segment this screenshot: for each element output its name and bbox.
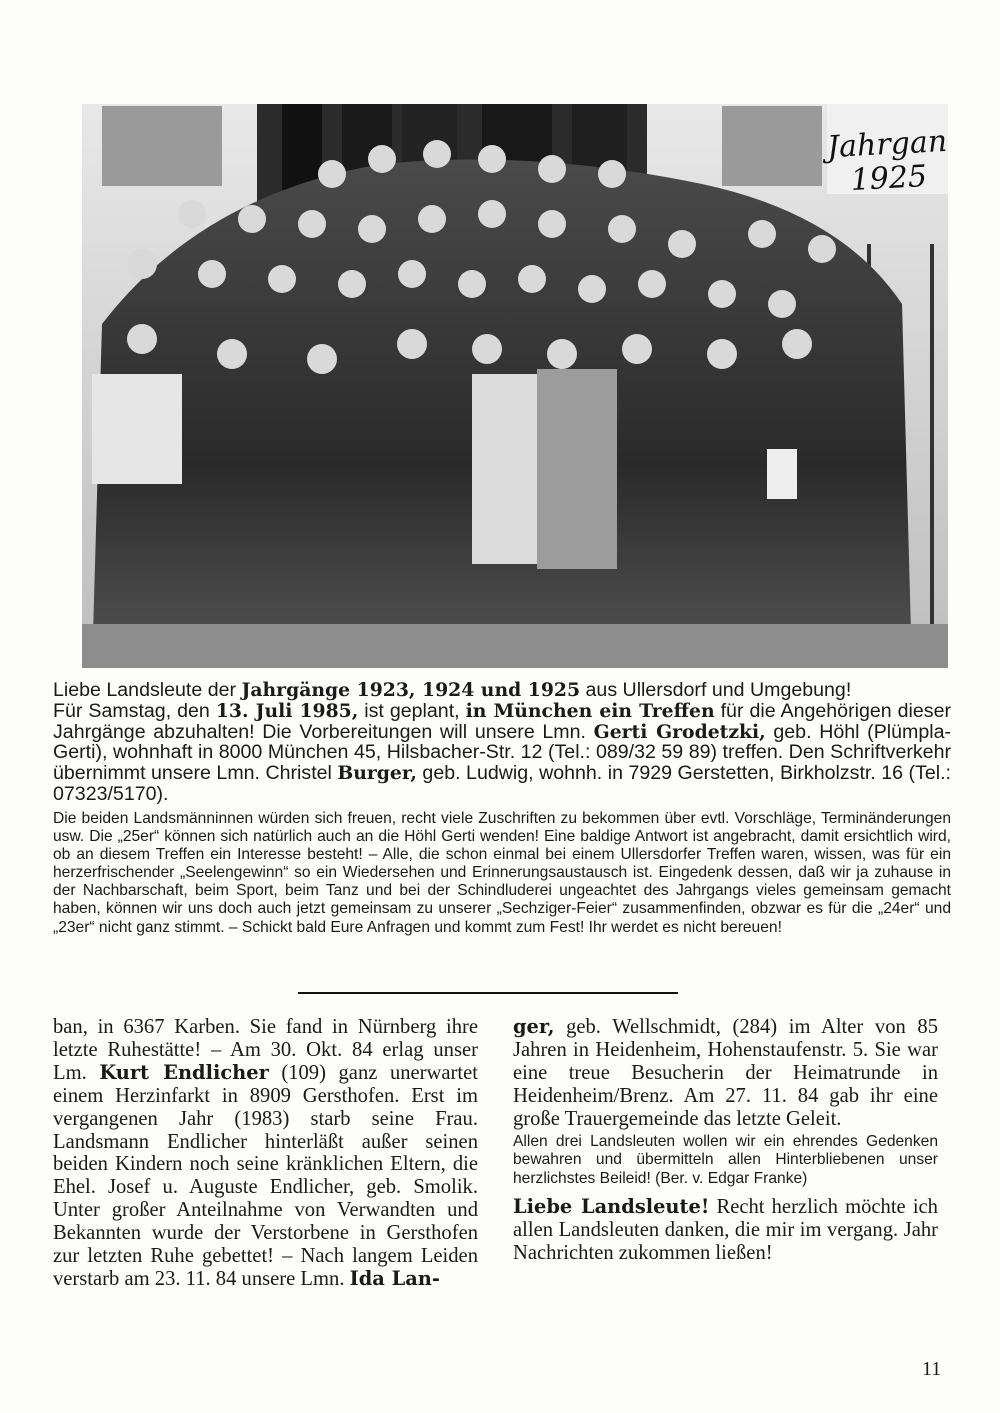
group-photo xyxy=(82,104,948,668)
intro-text: für die Angehörigen dieser Jahrgänge abzuhalten! Die Vorbereitungen will unsere Lmn. xyxy=(53,699,951,743)
handwriting-line-2: 1925 xyxy=(849,159,928,198)
intro-bold-years: Jahrgänge 1923, 1924 und 1925 xyxy=(241,679,581,701)
intro-text: geb. Höhl (Plümpla-Gerti), wohnhaft in 8000 München 45, Hilsbacher-Str. 12 (Tel.: 089/32 59 89) treffen. Den Schriftverkehr übernimmt unsere Lmn. Christel xyxy=(53,720,952,785)
col-bold-name: ger, xyxy=(513,1015,555,1038)
section-divider xyxy=(298,992,678,994)
intro-line-1 xyxy=(53,680,951,701)
right-column xyxy=(513,1016,938,1265)
group-photo-image xyxy=(82,104,948,668)
photo-handwriting xyxy=(826,125,948,199)
intro-text: ist geplant, xyxy=(358,699,466,722)
col-text: geb. Wellschmidt, (284) im Alter von 85 Jahren in Heidenheim, Hohenstaufenstr. 5. Sie war eine treue Besucherin der Heimatrunde in Heidenheim/Brenz. Am 27. 11. 84 gab ihr eine große Trauergemeinde das letzte Geleit. xyxy=(513,1016,938,1130)
col-text: ban, in 6367 Karben. Sie fand in Nürnberg ihre letzte Ruhestätte! – Am 30. Okt. 84 erlag unser Lm. xyxy=(53,1016,478,1084)
intro-text: Für Samstag, den xyxy=(53,699,216,722)
right-column-text xyxy=(513,1016,938,1131)
left-column-text xyxy=(53,1016,478,1291)
col-bold-name: Kurt Endlicher xyxy=(99,1060,269,1084)
small-paragraph-text: Die beiden Landsmänninnen würden sich freuen, recht viele Zuschriften zu bekommen über evtl. Vorschläge, Terminänderungen usw. Die „25er“ können sich natürlich auch an die Höhl Gerti wenden! Eine baldige Antwort ist angebracht, damit ersichtlich wird, ob an diesem Treffen ein Interesse besteht! – Alle, die schon einmal bei einem Ullersdorfer Treffen waren, wissen, was für ein herzerfrischender „Seelengewinn“ so ein Wiedersehen und Erinnerungsaustausch ist. Eingedenk dessen, daß wir ja zuhause in der Nachbarschaft, beim Sport, beim Tanz und bei der Schindluderei ungeachtet des Jahrgangs vieles gemeinsam gemacht haben, können wir uns doch auch jetzt gemeinsam zu unserer „Sechziger-Feier“ zusammenfinden, obzwar es für die „24er“ und „23er“ nicht ganz stimmt. – Schickt bald Eure Anfragen und kommt zum Fest! Ihr werdet es nicht bereuen! xyxy=(53,810,951,936)
intro-body xyxy=(53,701,951,805)
intro-bold-date: 13. Juli 1985, xyxy=(215,699,359,722)
col-bold-name: Ida Lan- xyxy=(349,1266,440,1290)
intro-text: geb. Ludwig, wohnh. in 7929 Gerstetten, Birkholzstr. 16 (Tel.: 07323/5170). xyxy=(53,762,951,805)
left-column xyxy=(53,1016,478,1291)
handwriting-line-1: Jahrgan xyxy=(826,123,948,166)
condolence-note: Allen drei Landsleuten wollen wir ein ehrendes Gedenken bewahren und übermitteln allen Hinterbliebenen unser herzlichstes Beileid! (Ber. v. Edgar Franke) xyxy=(513,1132,938,1187)
greeting-bold: Liebe Landsleute! xyxy=(513,1195,710,1219)
greeting-paragraph xyxy=(513,1196,938,1265)
intro-bold-name: Burger, xyxy=(337,762,417,785)
intro-bold-place: in München ein Treffen xyxy=(465,699,715,722)
page-number: 11 xyxy=(922,1358,942,1380)
intro-paragraph xyxy=(53,680,951,805)
col-text: Recht herzlich möchte ich allen Landsleuten danken, die mir im vergang. Jahr Nachrichten zukommen ließen! xyxy=(513,1196,938,1265)
small-paragraph xyxy=(53,810,951,937)
col-text: (109) ganz unerwartet einem Herzinfarkt in 8909 Gersthofen. Erst im vergangenen Jahr (1983) starb seine Frau. Landsmann Endlicher hinterläßt außer seinen beiden Kindern noch seine kränklichen Eltern, die Ehel. Josef u. Auguste Endlicher, geb. Smolik. Unter großer Anteilnahme von Verwandten und Bekannten wurde der Verstorbene in Gersthofen zur letzten Ruhe gebettet! – Nach langem Leiden verstarb am 23. 11. 84 unsere Lmn. xyxy=(53,1061,478,1290)
intro-text: aus Ullersdorf und Umgebung! xyxy=(580,679,852,701)
intro-bold-name: Gerti Grodetzki, xyxy=(593,720,766,743)
intro-text: Liebe Landsleute der xyxy=(53,679,242,701)
